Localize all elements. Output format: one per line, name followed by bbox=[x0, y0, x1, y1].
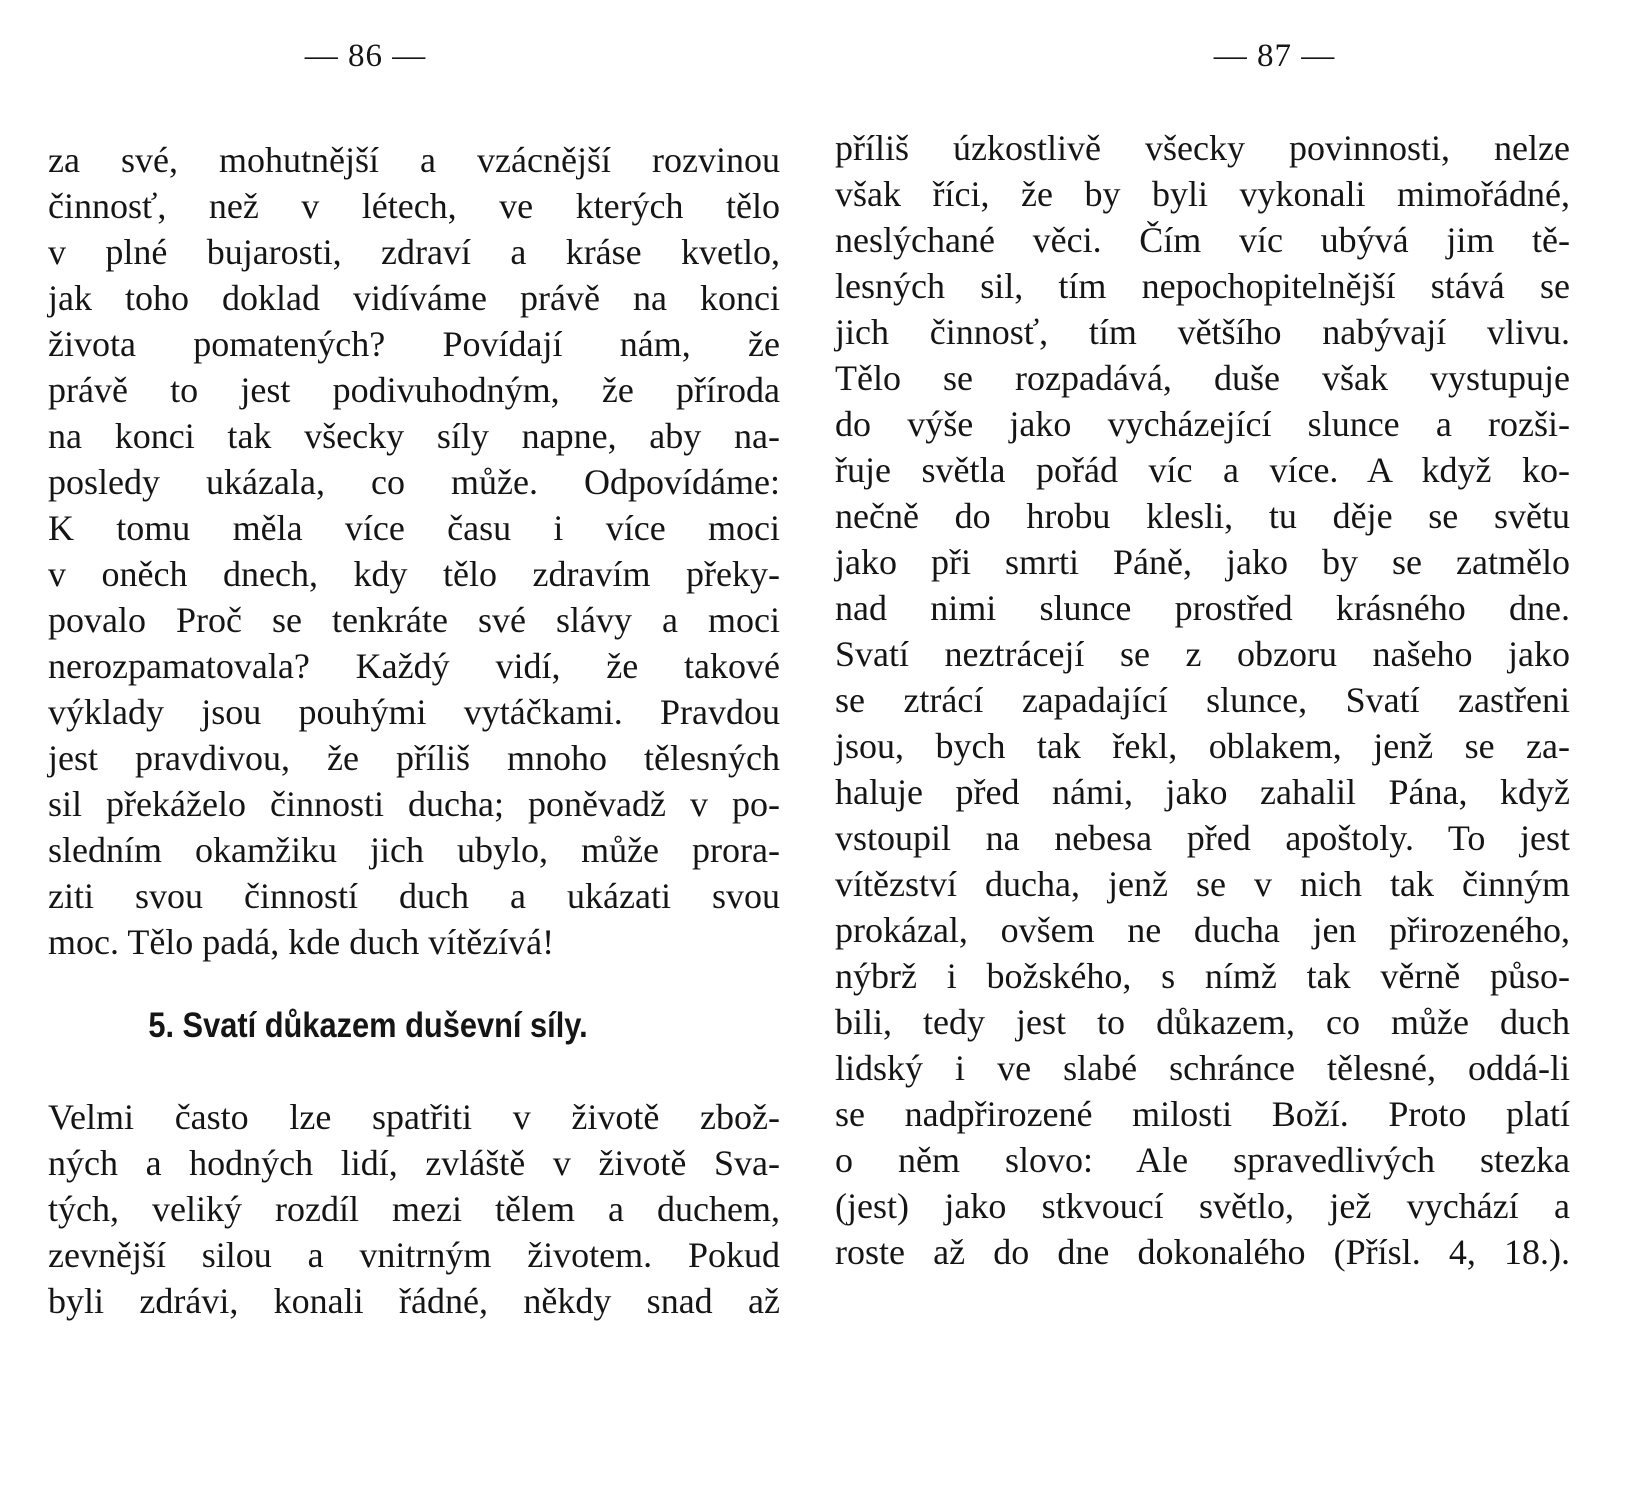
text-line: řuje světla pořád víc a více. A když ko- bbox=[835, 450, 1570, 490]
text-line: tých, veliký rozdíl mezi tělem a duchem, bbox=[48, 1189, 780, 1229]
text-line: jako při smrti Páně, jako by se zatmělo bbox=[835, 542, 1570, 582]
text-line: do výše jako vycházející slunce a rozši- bbox=[835, 404, 1570, 444]
text-line: bili, tedy jest to důkazem, co může duch bbox=[835, 1002, 1570, 1042]
text-line: nerozpamatovala? Každý vidí, že takové bbox=[48, 646, 780, 686]
text-line: haluje před námi, jako zahalil Pána, když bbox=[835, 772, 1570, 812]
text-line: na konci tak všecky síly napne, aby na- bbox=[48, 416, 780, 456]
text-line: roste až do dne dokonalého (Přísl. 4, 18.). bbox=[835, 1232, 1570, 1272]
text-line: ných a hodných lidí, zvláště v životě Sva- bbox=[48, 1143, 780, 1183]
text-line: právě to jest podivuhodným, že příroda bbox=[48, 370, 780, 410]
text-line: moc. Tělo padá, kde duch vítězívá! bbox=[48, 922, 555, 962]
text-line: se ztrácí zapadající slunce, Svatí zastřeni bbox=[835, 680, 1570, 720]
text-line: Svatí neztrácejí se z obzoru našeho jako bbox=[835, 634, 1570, 674]
text-line: jak toho doklad vidíváme právě na konci bbox=[48, 278, 780, 318]
paragraph bbox=[48, 137, 780, 965]
text-line: K tomu měla více času i více moci bbox=[48, 508, 780, 548]
text-line: sil překáželo činnosti ducha; poněvadž v po- bbox=[48, 784, 780, 824]
text-line: povalo Proč se tenkráte své slávy a moci bbox=[48, 600, 780, 640]
text-line: v plné bujarosti, zdraví a kráse kvetlo, bbox=[48, 232, 780, 272]
text-line: prokázal, ovšem ne ducha jen přirozeného, bbox=[835, 910, 1570, 950]
text-line: jich činnosť, tím většího nabývají vlivu. bbox=[835, 312, 1570, 352]
text-line: sledním okamžiku jich ubylo, může prora- bbox=[48, 830, 780, 870]
text-line: zevnější silou a vnitrným životem. Pokud bbox=[48, 1235, 780, 1275]
text-line: jsou, bych tak řekl, oblakem, jenž se za- bbox=[835, 726, 1570, 766]
text-line: vítězství ducha, jenž se v nich tak činným bbox=[835, 864, 1570, 904]
text-line: se nadpřirozené milosti Boží. Proto platí bbox=[835, 1094, 1570, 1134]
section-heading: 5. Svatí důkazem duševní síly. bbox=[148, 1006, 588, 1045]
text-line: příliš úzkostlivě všecky povinnosti, nelze bbox=[835, 128, 1570, 168]
text-line: vstoupil na nebesa před apoštoly. To jest bbox=[835, 818, 1570, 858]
text-line: však říci, že by byli vykonali mimořádné, bbox=[835, 174, 1570, 214]
text-line: nýbrž i božského, s nímž tak věrně půso- bbox=[835, 956, 1570, 996]
page-number: — 86 — bbox=[304, 38, 427, 74]
text-line: života pomatených? Povídají nám, že bbox=[48, 324, 780, 364]
paragraph bbox=[835, 125, 1570, 1275]
text-line: o něm slovo: Ale spravedlivých stezka bbox=[835, 1140, 1570, 1180]
text-line: nad nimi slunce prostřed krásného dne. bbox=[835, 588, 1570, 628]
paragraph bbox=[48, 1094, 780, 1324]
text-line: nečně do hrobu klesli, tu děje se světu bbox=[835, 496, 1570, 536]
text-line: posledy ukázala, co může. Odpovídáme: bbox=[48, 462, 780, 502]
right-page bbox=[823, 0, 1646, 1500]
text-line: jest pravdivou, že příliš mnoho tělesných bbox=[48, 738, 780, 778]
text-line: byli zdrávi, konali řádné, někdy snad až bbox=[48, 1281, 780, 1321]
text-line: lidský i ve slabé schránce tělesné, oddá-li bbox=[835, 1048, 1570, 1088]
text-line: činnosť, než v létech, ve kterých tělo bbox=[48, 186, 780, 226]
text-line: neslýchané věci. Čím víc ubývá jim tě- bbox=[835, 220, 1570, 260]
text-line: za své, mohutnější a vzácnější rozvinou bbox=[48, 140, 780, 180]
text-line: v oněch dnech, kdy tělo zdravím překy- bbox=[48, 554, 780, 594]
page-number: — 87 — bbox=[1213, 38, 1336, 74]
text-line: ziti svou činností duch a ukázati svou bbox=[48, 876, 780, 916]
text-line: Velmi často lze spatřiti v životě zbož- bbox=[48, 1097, 780, 1137]
text-line: Tělo se rozpadává, duše však vystupuje bbox=[835, 358, 1570, 398]
text-line: výklady jsou pouhými vytáčkami. Pravdou bbox=[48, 692, 780, 732]
text-line: lesných sil, tím nepochopitelnější stává se bbox=[835, 266, 1570, 306]
text-line: (jest) jako stkvoucí světlo, jež vychází a bbox=[835, 1186, 1570, 1226]
